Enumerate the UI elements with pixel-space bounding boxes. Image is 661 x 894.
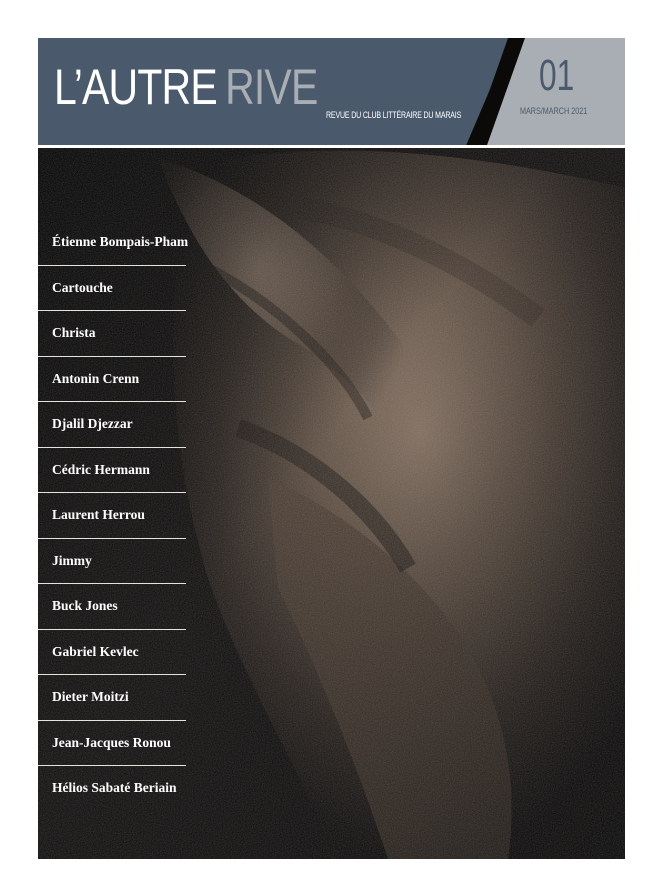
contributor-item: [38, 675, 186, 721]
contributor-name: Jimmy: [52, 552, 92, 568]
contributor-name: Hélios Sabaté Beriain: [52, 780, 177, 795]
contributors-list: [38, 220, 189, 812]
contributor-name: Djalil Djezzar: [52, 416, 133, 431]
contributor-item: [38, 311, 186, 357]
masthead-title: [54, 59, 318, 115]
issue-number: 01: [539, 51, 575, 100]
masthead-word-autre: L’AUTRE: [54, 59, 217, 115]
contributor-item: [38, 220, 189, 266]
magazine-cover: [38, 38, 625, 859]
masthead-tagline: REVUE DU CLUB LITTÉRAIRE DU MARAIS: [326, 110, 462, 120]
contributor-item: [38, 539, 186, 585]
masthead-word-rive: RIVE: [225, 59, 318, 115]
contributor-name: Antonin Crenn: [52, 370, 140, 386]
header-rule: [38, 145, 625, 148]
issue-date: MARS/MARCH 2021: [520, 106, 588, 116]
contributor-item: [38, 721, 186, 767]
contributor-name: Jean-Jacques Ronou: [52, 734, 171, 750]
contributor-name: Buck Jones: [52, 598, 118, 613]
contributor-name: Étienne Bompais-Pham: [52, 234, 189, 249]
contributor-name: Cédric Hermann: [52, 461, 150, 477]
contributor-item: [38, 630, 186, 676]
contributor-name: Laurent Herrou: [52, 507, 145, 522]
contributor-name: Christa: [52, 325, 96, 340]
contributor-item: [38, 266, 186, 312]
contributor-name: Gabriel Kevlec: [52, 643, 139, 659]
contributor-item: [38, 584, 186, 630]
contributor-item: [38, 766, 186, 812]
contributor-item: [38, 357, 186, 403]
contributor-item: [38, 402, 186, 448]
cover-header: [38, 38, 625, 145]
contributor-name: Dieter Moitzi: [52, 689, 129, 704]
contributor-item: [38, 448, 186, 494]
contributor-item: [38, 493, 186, 539]
contributor-name: Cartouche: [52, 279, 113, 295]
